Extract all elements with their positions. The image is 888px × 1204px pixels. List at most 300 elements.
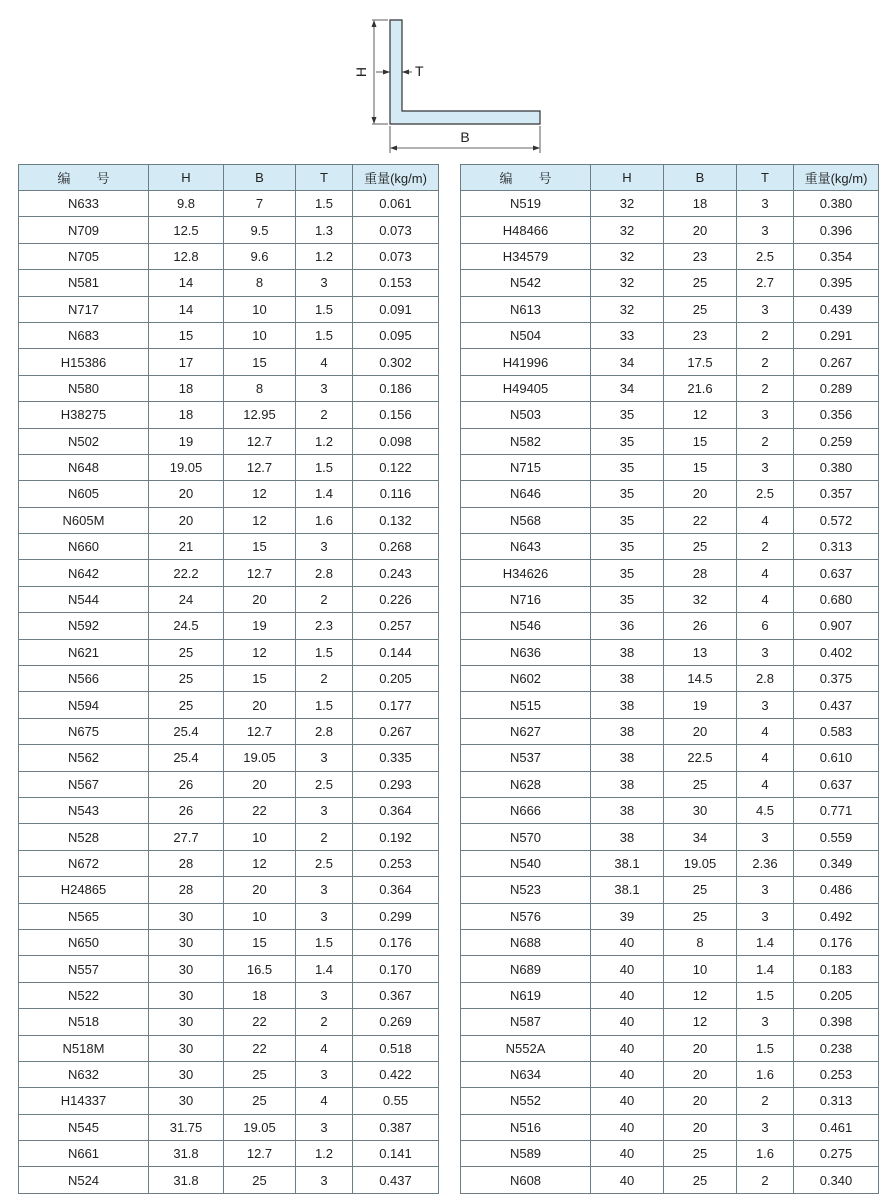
cell-code: N628 — [461, 771, 591, 797]
cell-b: 12 — [664, 1009, 737, 1035]
table-row — [461, 454, 879, 480]
cell-b: 10 — [664, 956, 737, 982]
cell-h: 40 — [591, 1167, 664, 1193]
table-row — [461, 692, 879, 718]
cell-b: 15 — [664, 454, 737, 480]
cell-t: 1.5 — [296, 296, 353, 322]
cell-b: 10 — [224, 322, 296, 348]
cell-weight: 0.257 — [353, 613, 439, 639]
cell-weight: 0.267 — [353, 718, 439, 744]
cell-h: 12.8 — [149, 243, 224, 269]
cell-weight: 0.259 — [794, 428, 879, 454]
cell-weight: 0.073 — [353, 243, 439, 269]
cell-h: 40 — [591, 1035, 664, 1061]
cell-code: N709 — [19, 217, 149, 243]
cell-b: 26 — [664, 613, 737, 639]
cell-t: 3 — [737, 454, 794, 480]
cell-h: 30 — [149, 956, 224, 982]
cell-b: 20 — [224, 771, 296, 797]
cell-code: N619 — [461, 982, 591, 1008]
cell-weight: 0.293 — [353, 771, 439, 797]
cell-h: 40 — [591, 929, 664, 955]
cell-h: 33 — [591, 322, 664, 348]
table-row — [19, 349, 439, 375]
cell-b: 20 — [224, 877, 296, 903]
cell-code: N672 — [19, 850, 149, 876]
cell-t: 3 — [296, 982, 353, 1008]
cell-weight: 0.357 — [794, 481, 879, 507]
cell-h: 22.2 — [149, 560, 224, 586]
cell-t: 2 — [296, 586, 353, 612]
cell-code: N516 — [461, 1114, 591, 1140]
cell-code: H41996 — [461, 349, 591, 375]
cell-t: 3 — [737, 692, 794, 718]
cell-t: 2.5 — [296, 850, 353, 876]
cell-h: 38 — [591, 718, 664, 744]
cell-b: 25 — [664, 903, 737, 929]
table-row — [19, 1009, 439, 1035]
cell-code: N567 — [19, 771, 149, 797]
cell-h: 32 — [591, 296, 664, 322]
cell-b: 25 — [664, 1167, 737, 1193]
header-h: H — [149, 165, 224, 191]
table-row — [19, 903, 439, 929]
cell-code: H24865 — [19, 877, 149, 903]
table-row — [461, 613, 879, 639]
cell-code: N717 — [19, 296, 149, 322]
cell-weight: 0.156 — [353, 402, 439, 428]
cell-code: N522 — [19, 982, 149, 1008]
cell-code: N565 — [19, 903, 149, 929]
cell-t: 2.36 — [737, 850, 794, 876]
header-t: T — [296, 165, 353, 191]
cell-weight: 0.073 — [353, 217, 439, 243]
cell-h: 24 — [149, 586, 224, 612]
cell-weight: 0.313 — [794, 1088, 879, 1114]
cell-code: N552 — [461, 1088, 591, 1114]
cell-h: 30 — [149, 1088, 224, 1114]
cell-weight: 0.356 — [794, 402, 879, 428]
cell-code: N589 — [461, 1141, 591, 1167]
table-row — [461, 745, 879, 771]
cell-t: 3 — [737, 877, 794, 903]
cell-t: 2.5 — [737, 481, 794, 507]
table-row — [19, 877, 439, 903]
cell-h: 15 — [149, 322, 224, 348]
cell-weight: 0.275 — [794, 1141, 879, 1167]
cell-weight: 0.243 — [353, 560, 439, 586]
table-row — [19, 824, 439, 850]
cell-code: N634 — [461, 1061, 591, 1087]
cell-h: 35 — [591, 507, 664, 533]
cell-b: 15 — [224, 666, 296, 692]
cell-code: N545 — [19, 1114, 149, 1140]
table-row — [19, 1035, 439, 1061]
angle-profile-shape — [390, 20, 540, 124]
cell-weight: 0.437 — [794, 692, 879, 718]
cell-weight: 0.340 — [794, 1167, 879, 1193]
cell-weight: 0.380 — [794, 191, 879, 217]
table-row — [19, 217, 439, 243]
cell-b: 15 — [664, 428, 737, 454]
table-row — [19, 1141, 439, 1167]
cell-code: N540 — [461, 850, 591, 876]
cell-code: N562 — [19, 745, 149, 771]
table-row — [19, 375, 439, 401]
cell-code: N518M — [19, 1035, 149, 1061]
cell-code: N716 — [461, 586, 591, 612]
cell-code: N570 — [461, 824, 591, 850]
cell-t: 1.5 — [737, 982, 794, 1008]
cell-code: H38275 — [19, 402, 149, 428]
cell-t: 4 — [296, 1035, 353, 1061]
cell-t: 4 — [737, 771, 794, 797]
table-row — [19, 586, 439, 612]
table-row — [19, 850, 439, 876]
cell-t: 1.2 — [296, 1141, 353, 1167]
cell-t: 3 — [737, 1114, 794, 1140]
cell-b: 22 — [224, 1009, 296, 1035]
cell-t: 1.6 — [296, 507, 353, 533]
cell-weight: 0.461 — [794, 1114, 879, 1140]
thickness-label: T — [415, 63, 424, 79]
cell-b: 12.7 — [224, 1141, 296, 1167]
cell-code: N602 — [461, 666, 591, 692]
table-row — [461, 375, 879, 401]
cell-h: 40 — [591, 1141, 664, 1167]
cell-weight: 0.144 — [353, 639, 439, 665]
cell-b: 20 — [224, 586, 296, 612]
cell-h: 35 — [591, 534, 664, 560]
cell-weight: 0.559 — [794, 824, 879, 850]
cell-code: N650 — [19, 929, 149, 955]
table-row — [461, 1009, 879, 1035]
cell-code: N666 — [461, 797, 591, 823]
cell-h: 26 — [149, 797, 224, 823]
cell-b: 12.7 — [224, 428, 296, 454]
cell-t: 3 — [296, 877, 353, 903]
table-header-row — [461, 165, 879, 191]
cell-weight: 0.176 — [794, 929, 879, 955]
cell-b: 30 — [664, 797, 737, 823]
table-row — [461, 507, 879, 533]
cell-h: 25.4 — [149, 718, 224, 744]
cell-b: 25 — [224, 1088, 296, 1114]
cell-weight: 0.364 — [353, 797, 439, 823]
cell-h: 38 — [591, 666, 664, 692]
table-row — [461, 1167, 879, 1193]
cell-code: N518 — [19, 1009, 149, 1035]
cell-h: 30 — [149, 1035, 224, 1061]
cell-code: H49405 — [461, 375, 591, 401]
cell-t: 2 — [296, 1009, 353, 1035]
cell-b: 17.5 — [664, 349, 737, 375]
cell-t: 2 — [296, 402, 353, 428]
cell-b: 15 — [224, 929, 296, 955]
cell-t: 4 — [296, 1088, 353, 1114]
cell-t: 3 — [737, 824, 794, 850]
cell-code: H15386 — [19, 349, 149, 375]
table-row — [19, 797, 439, 823]
cell-weight: 0.267 — [794, 349, 879, 375]
cell-weight: 0.55 — [353, 1088, 439, 1114]
cell-b: 10 — [224, 296, 296, 322]
cell-b: 12.7 — [224, 560, 296, 586]
cell-code: N621 — [19, 639, 149, 665]
cell-code: N543 — [19, 797, 149, 823]
cell-h: 30 — [149, 1009, 224, 1035]
table-row — [461, 428, 879, 454]
table-row — [19, 191, 439, 217]
table-row — [19, 560, 439, 586]
cell-code: N608 — [461, 1167, 591, 1193]
cell-t: 2 — [737, 349, 794, 375]
cell-code: N566 — [19, 666, 149, 692]
cell-h: 38 — [591, 639, 664, 665]
table-row — [19, 454, 439, 480]
table-row — [461, 956, 879, 982]
cell-h: 38 — [591, 745, 664, 771]
table-row — [461, 877, 879, 903]
cell-code: N605 — [19, 481, 149, 507]
cell-b: 12 — [224, 481, 296, 507]
cell-h: 31.8 — [149, 1141, 224, 1167]
cell-b: 32 — [664, 586, 737, 612]
cell-weight: 0.439 — [794, 296, 879, 322]
cell-h: 35 — [591, 428, 664, 454]
cell-b: 15 — [224, 349, 296, 375]
cell-b: 12 — [664, 402, 737, 428]
cell-t: 4 — [737, 586, 794, 612]
cell-code: H14337 — [19, 1088, 149, 1114]
cell-code: H48466 — [461, 217, 591, 243]
cell-t: 1.2 — [296, 428, 353, 454]
spec-table-left — [18, 164, 439, 1194]
cell-code: N592 — [19, 613, 149, 639]
cell-code: N688 — [461, 929, 591, 955]
cell-b: 16.5 — [224, 956, 296, 982]
cell-t: 3 — [296, 1167, 353, 1193]
cell-weight: 0.205 — [353, 666, 439, 692]
cell-weight: 0.907 — [794, 613, 879, 639]
cell-code: N636 — [461, 639, 591, 665]
cell-b: 21.6 — [664, 375, 737, 401]
cell-h: 40 — [591, 1061, 664, 1087]
cell-b: 18 — [224, 982, 296, 1008]
cell-b: 19.05 — [224, 745, 296, 771]
cell-code: N544 — [19, 586, 149, 612]
cell-h: 40 — [591, 1009, 664, 1035]
table-row — [19, 692, 439, 718]
table-row — [19, 956, 439, 982]
cell-weight: 0.367 — [353, 982, 439, 1008]
cell-weight: 0.132 — [353, 507, 439, 533]
width-label: B — [460, 129, 470, 145]
table-row — [19, 639, 439, 665]
cell-code: N552A — [461, 1035, 591, 1061]
cell-code: N502 — [19, 428, 149, 454]
cell-code: N523 — [461, 877, 591, 903]
cell-b: 9.6 — [224, 243, 296, 269]
table-row — [19, 402, 439, 428]
table-row — [461, 666, 879, 692]
cell-t: 4 — [737, 560, 794, 586]
cell-t: 4 — [737, 745, 794, 771]
cell-t: 2 — [737, 322, 794, 348]
cell-b: 25 — [224, 1061, 296, 1087]
table-row — [461, 270, 879, 296]
cell-weight: 0.176 — [353, 929, 439, 955]
cell-code: N581 — [19, 270, 149, 296]
cell-code: N642 — [19, 560, 149, 586]
header-weight: 重量(kg/m) — [353, 165, 439, 191]
cell-t: 3 — [737, 402, 794, 428]
cell-h: 35 — [591, 402, 664, 428]
cell-code: N568 — [461, 507, 591, 533]
cell-code: N632 — [19, 1061, 149, 1087]
cell-t: 3 — [737, 639, 794, 665]
cell-weight: 0.313 — [794, 534, 879, 560]
table-row — [461, 191, 879, 217]
cell-h: 31.75 — [149, 1114, 224, 1140]
cell-h: 24.5 — [149, 613, 224, 639]
cell-weight: 0.610 — [794, 745, 879, 771]
cell-weight: 0.583 — [794, 718, 879, 744]
table-row — [461, 1141, 879, 1167]
header-h: H — [591, 165, 664, 191]
cell-b: 20 — [224, 692, 296, 718]
cell-b: 18 — [664, 191, 737, 217]
cell-t: 3 — [296, 745, 353, 771]
cell-h: 38 — [591, 797, 664, 823]
cell-b: 19.05 — [664, 850, 737, 876]
cell-h: 28 — [149, 877, 224, 903]
table-row — [19, 718, 439, 744]
cell-b: 7 — [224, 191, 296, 217]
table-row — [19, 929, 439, 955]
table-row — [461, 402, 879, 428]
cell-t: 6 — [737, 613, 794, 639]
cell-h: 30 — [149, 903, 224, 929]
cell-h: 35 — [591, 560, 664, 586]
cell-b: 25 — [664, 877, 737, 903]
cell-t: 1.5 — [296, 322, 353, 348]
cell-code: N715 — [461, 454, 591, 480]
cell-h: 25.4 — [149, 745, 224, 771]
cell-b: 23 — [664, 243, 737, 269]
table-row — [461, 982, 879, 1008]
cell-b: 10 — [224, 824, 296, 850]
cell-code: N648 — [19, 454, 149, 480]
table-row — [19, 296, 439, 322]
cell-weight: 0.226 — [353, 586, 439, 612]
cell-h: 34 — [591, 349, 664, 375]
table-row — [461, 481, 879, 507]
cell-t: 1.3 — [296, 217, 353, 243]
cell-code: N689 — [461, 956, 591, 982]
table-row — [461, 296, 879, 322]
cell-b: 15 — [224, 534, 296, 560]
cell-code: N524 — [19, 1167, 149, 1193]
cell-b: 9.5 — [224, 217, 296, 243]
cell-b: 19 — [224, 613, 296, 639]
cell-code: N675 — [19, 718, 149, 744]
header-weight: 重量(kg/m) — [794, 165, 879, 191]
cell-code: N580 — [19, 375, 149, 401]
cell-t: 2.8 — [737, 666, 794, 692]
cell-t: 1.5 — [737, 1035, 794, 1061]
cell-t: 1.4 — [737, 929, 794, 955]
cell-weight: 0.380 — [794, 454, 879, 480]
cell-weight: 0.253 — [353, 850, 439, 876]
cell-weight: 0.375 — [794, 666, 879, 692]
cell-weight: 0.437 — [353, 1167, 439, 1193]
cell-h: 25 — [149, 666, 224, 692]
cell-h: 30 — [149, 982, 224, 1008]
cell-t: 1.2 — [296, 243, 353, 269]
cell-b: 34 — [664, 824, 737, 850]
spec-table-right — [460, 164, 879, 1194]
cell-t: 1.5 — [296, 929, 353, 955]
cell-code: N683 — [19, 322, 149, 348]
cell-t: 2.8 — [296, 560, 353, 586]
cell-h: 31.8 — [149, 1167, 224, 1193]
cell-weight: 0.269 — [353, 1009, 439, 1035]
cell-weight: 0.637 — [794, 771, 879, 797]
cell-code: N646 — [461, 481, 591, 507]
cell-t: 2 — [296, 824, 353, 850]
cell-t: 2.3 — [296, 613, 353, 639]
cell-t: 1.5 — [296, 191, 353, 217]
header-b: B — [224, 165, 296, 191]
table-row — [461, 639, 879, 665]
cell-weight: 0.395 — [794, 270, 879, 296]
header-code: 编 号 — [19, 165, 149, 191]
cell-t: 4 — [296, 349, 353, 375]
cell-code: N576 — [461, 903, 591, 929]
cell-code: N519 — [461, 191, 591, 217]
cell-b: 25 — [664, 534, 737, 560]
cell-weight: 0.518 — [353, 1035, 439, 1061]
cell-h: 32 — [591, 243, 664, 269]
cell-weight: 0.398 — [794, 1009, 879, 1035]
table-row — [461, 771, 879, 797]
cell-b: 14.5 — [664, 666, 737, 692]
cell-h: 38 — [591, 824, 664, 850]
cell-h: 35 — [591, 586, 664, 612]
cell-code: N661 — [19, 1141, 149, 1167]
cell-code: N594 — [19, 692, 149, 718]
cell-t: 2 — [737, 1088, 794, 1114]
cell-t: 1.6 — [737, 1061, 794, 1087]
cell-weight: 0.238 — [794, 1035, 879, 1061]
cell-b: 10 — [224, 903, 296, 929]
cell-h: 14 — [149, 270, 224, 296]
cell-b: 25 — [664, 296, 737, 322]
table-row — [19, 243, 439, 269]
cell-weight: 0.183 — [794, 956, 879, 982]
cell-t: 3 — [296, 375, 353, 401]
cell-weight: 0.422 — [353, 1061, 439, 1087]
cell-h: 40 — [591, 1114, 664, 1140]
table-row — [461, 534, 879, 560]
cell-b: 12 — [664, 982, 737, 1008]
table-row — [461, 1061, 879, 1087]
table-row — [19, 1114, 439, 1140]
cell-code: N660 — [19, 534, 149, 560]
cell-h: 27.7 — [149, 824, 224, 850]
cell-t: 3 — [296, 903, 353, 929]
